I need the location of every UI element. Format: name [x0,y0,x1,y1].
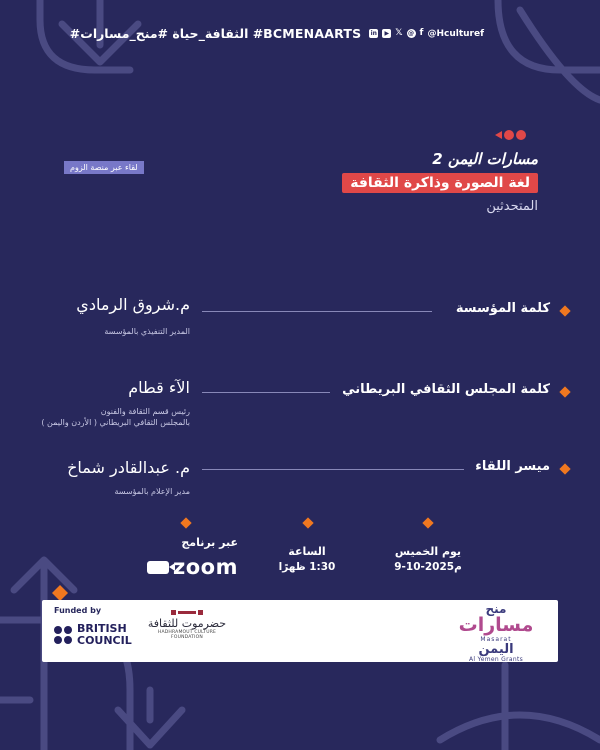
masarat-wordmark-en: Al Yemen Grants [468,655,524,663]
social-links [369,29,484,39]
hadhramout-culture-logo [147,610,227,640]
event-info [0,515,600,595]
session-row [0,372,600,432]
speaker-role [41,406,190,428]
diamond-icon [559,386,570,397]
british-council-line: BRITISH [77,622,127,635]
threads-icon[interactable]: @ [408,30,415,37]
speaker-role-line: بالمجلس الثقافي البريطاني ( الأردن واليمن ) [41,418,190,428]
x-icon[interactable]: 𝕏 [395,28,403,38]
social-header [70,26,484,41]
masarat-yemen-logo [446,603,546,663]
speaker-name: الآء قطام [128,378,190,397]
speaker-role: مدير الإعلام بالمؤسسة [114,487,190,496]
funded-by-label: Funded by [54,606,102,615]
event-date: 9-10-2025م [394,561,462,573]
title-dots-decoration [495,130,528,140]
session-row [0,452,600,512]
sponsors-footer [42,600,558,662]
diamond-icon [422,517,433,528]
series-title: مسارات اليمن 2 [432,150,538,168]
platform-label: عبر برنامج [181,536,238,549]
british-council-logo [54,623,132,646]
hadhramout-mark-icon [147,610,227,615]
zoom-logo [134,555,238,579]
session-label: كلمة المؤسسة [455,301,550,316]
speaker-name: م. عبدالقادر شماخ [67,458,190,477]
event-time-value: 1:30 ظهرًا [278,561,336,573]
speaker-role-line: رئيس قسم الثقافة والفنون [100,407,190,416]
session-label: كلمة المجلس الثقافي البريطاني [342,382,550,397]
youtube-icon[interactable]: ▶ [382,29,391,38]
event-platform [134,536,238,579]
linkedin-icon[interactable]: in [370,30,377,37]
british-council-dots-icon [54,626,72,644]
divider-line [202,311,432,312]
speakers-heading: المتحدثين [486,199,538,214]
session-row [0,293,600,353]
divider-line [202,469,464,470]
hadhramout-name-en: HADHRAMOUT CULTURE FOUNDATION [157,630,217,640]
diamond-icon [302,517,313,528]
british-council-line: COUNCIL [77,633,132,647]
masarat-line-grant: منح [485,602,507,616]
speaker-name: م.شروق الرمادي [76,295,190,314]
session-label: ميسر اللقاء [475,459,550,474]
hashtags: #الثقافة_حياة #منح_مسارات #BCMENAARTS [69,26,362,41]
facebook-icon[interactable]: f [419,28,424,38]
day-label: يوم الخميس [394,545,462,558]
diamond-icon [559,305,570,316]
diamond-icon [559,463,570,474]
masarat-wordmark-ar [446,603,546,636]
zoom-wordmark: zoom [173,555,238,579]
title-block [278,150,538,214]
video-camera-icon [147,561,169,574]
event-day [378,545,478,573]
hadhramout-name-ar: حضرموت للثقافة [147,617,227,630]
masarat-line-name: مسارات [458,613,534,636]
time-label: الساعة [288,545,326,558]
masarat-wordmark-en-small: Masarat [480,635,512,643]
meeting-badge: لقاء عبر منصة الزوم [64,161,144,174]
social-handle[interactable]: @Hculturef [427,28,484,39]
dot-icon [516,130,526,140]
topic-title: لغة الصورة وذاكرة الثقافة [342,173,538,193]
speaker-role: المدير التنفيذي بالمؤسسة [104,327,190,336]
triangle-icon [495,131,502,139]
diamond-icon [180,517,191,528]
divider-line [202,392,330,393]
dot-icon [504,130,514,140]
british-council-wordmark [77,623,132,646]
event-time [262,545,352,573]
masarat-line-yemen: اليمن [478,641,514,657]
